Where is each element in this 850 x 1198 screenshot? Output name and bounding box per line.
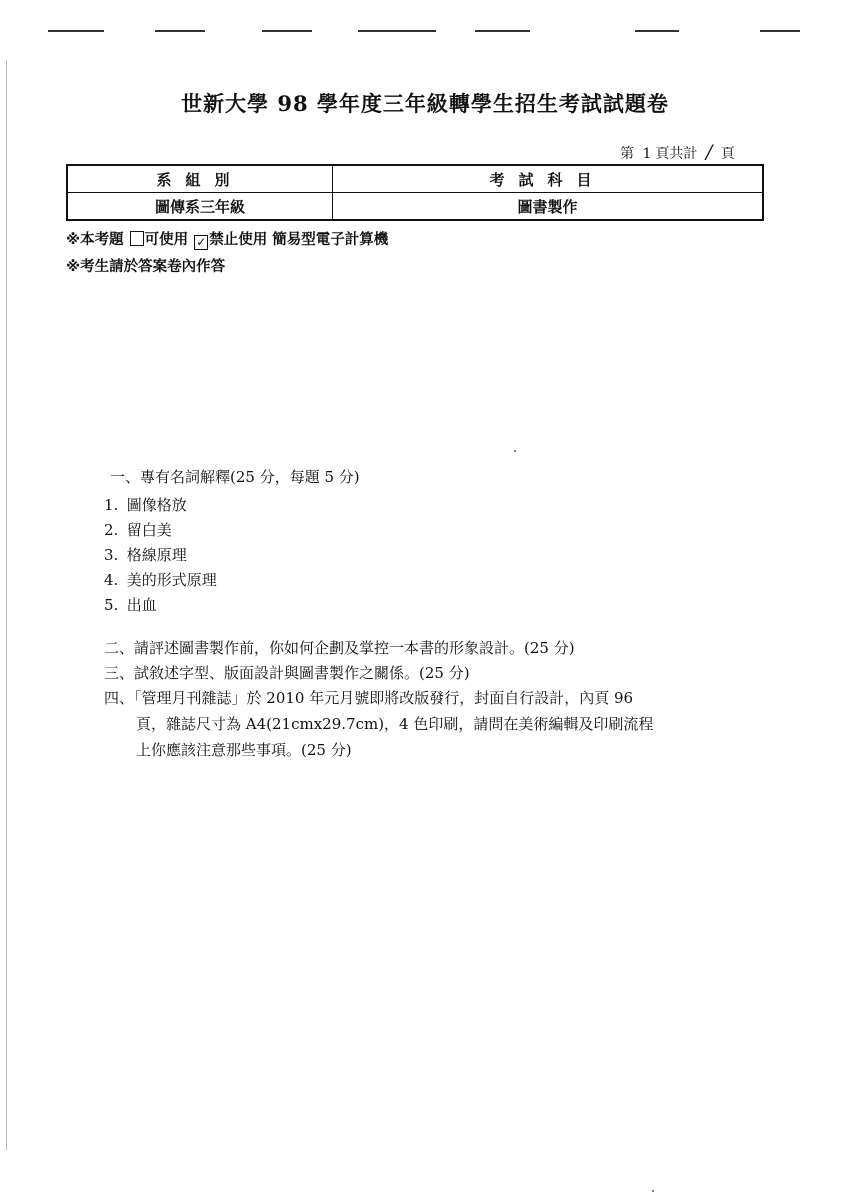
subject-value: 圖書製作 [333,193,764,221]
scan-speck [652,1190,654,1192]
list-item-text: 格線原理 [126,546,187,564]
scan-artifact-line [358,30,436,32]
exam-info-table [66,164,764,221]
page-count-middle: 頁共計 [655,146,698,162]
list-item-number: 3. [104,546,119,564]
question-4-line-1: 四、「管理月刊雜誌」於 2010 年元月號即將改版發行，封面自行設計，內頁 96 [104,689,634,707]
page-count-suffix: 頁 [720,146,735,162]
calculator-notice [66,228,388,250]
list-item-number: 4. [104,571,119,589]
forbidden-label: 禁止使用 [209,232,268,248]
scan-artifact-line [48,30,104,32]
question-4-line-2: 頁，雜誌尺寸為 A4(21cmx29.7cm)，4 色印刷，請問在美術編輯及印刷流程 [136,715,654,733]
scan-speck [514,450,516,452]
list-item-text: 圖像格放 [126,496,187,514]
list-item [104,569,217,590]
exam-title: 世新大學 98 學年度三年級轉學生招生考試試題卷 [181,91,669,116]
list-item-number: 1. [104,496,119,514]
answer-sheet-notice: ※考生請於答案卷內作答 [66,259,226,275]
calculator-notice-prefix: ※本考題 [66,232,124,248]
table-header-row [67,165,763,193]
scan-artifact-line [155,30,205,32]
list-item [104,494,187,515]
allowed-checkbox [130,231,144,246]
table-value-row [67,193,763,221]
question-2: 二、請評述圖書製作前，你如何企劃及掌控一本書的形象設計。(25 分) [104,639,575,657]
scan-margin-line [6,60,7,1150]
question-3: 三、試敘述字型、版面設計與圖書製作之關係。(25 分) [104,664,470,682]
list-item-text: 出血 [126,596,157,614]
list-item-number: 2. [104,521,119,539]
list-item-text: 留白美 [126,521,172,539]
list-item-text: 美的形式原理 [126,571,217,589]
page-count-slash: / [705,141,713,163]
question-1-heading: 一、專有名詞解釋(25 分，每題 5 分) [110,468,360,486]
page-count [620,141,735,163]
list-item-number: 5. [104,596,119,614]
list-item [104,594,157,615]
scan-artifact-line [262,30,312,32]
scan-artifact-line [635,30,679,32]
page-count-prefix: 第 [620,146,634,162]
calculator-label: 簡易型電子計算機 [272,232,389,248]
forbidden-checkbox: ✓ [196,235,207,249]
subject-header: 考試科目 [333,165,764,193]
scan-artifact-line [475,30,530,32]
page-number: 1 [642,146,652,162]
question-4-line-3: 上你應該注意那些事項。(25 分) [136,741,352,759]
department-header: 系組別 [67,165,333,193]
department-value: 圖傳系三年級 [67,193,333,221]
allowed-label: 可使用 [144,232,189,248]
scan-artifact-line [760,30,800,32]
list-item [104,544,187,565]
list-item [104,519,172,540]
